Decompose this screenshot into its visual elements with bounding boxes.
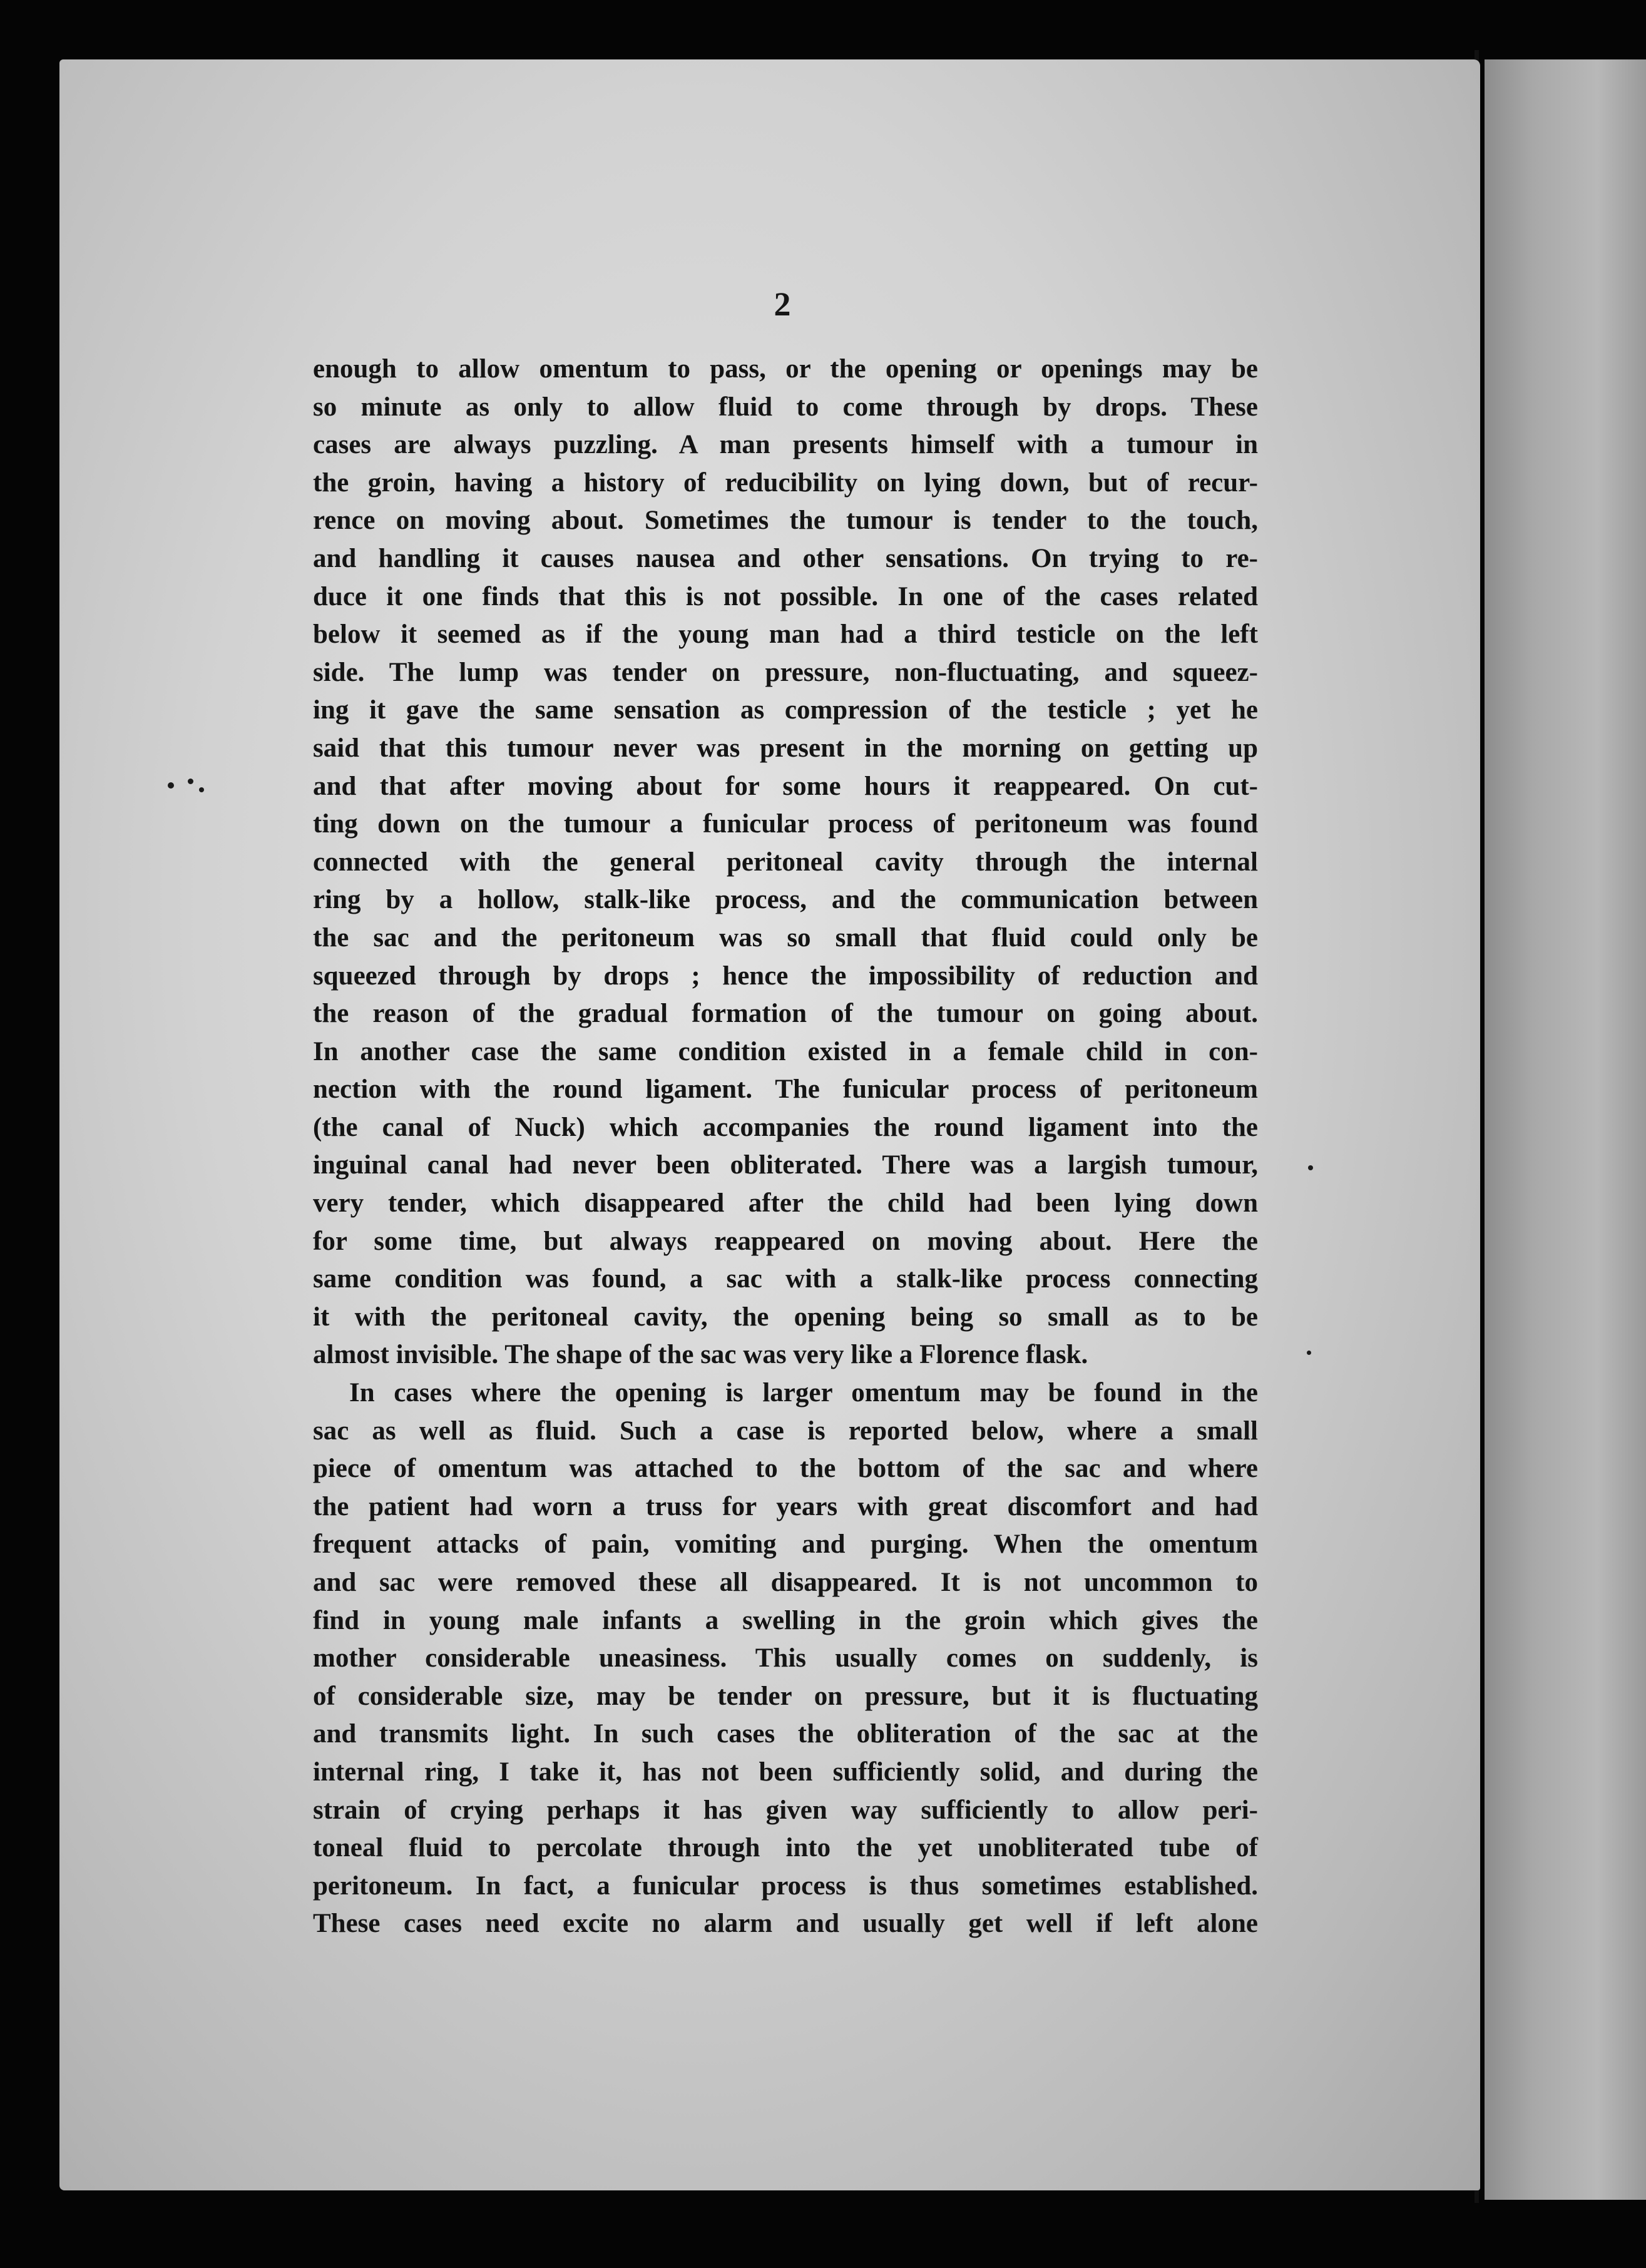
adjacent-page-edge <box>1485 59 1646 2200</box>
text-line: duce it one finds that this is not possible. In one of the cases related <box>313 581 1258 611</box>
text-line: the patient had worn a truss for years with great discomfort and had <box>313 1491 1258 1521</box>
text-line: ing it gave the same sensation as compression of the testicle ; yet he <box>313 695 1258 725</box>
text-line: side. The lump was tender on pressure, non-fluctuating, and squeez- <box>313 657 1258 687</box>
scan-speck <box>1307 1351 1311 1355</box>
text-line: rence on moving about. Sometimes the tumour is tender to the touch, <box>313 506 1258 536</box>
scan-speck <box>168 782 174 789</box>
text-line: frequent attacks of pain, vomiting and purging. When the omentum <box>313 1530 1258 1560</box>
text-line: and that after moving about for some hours it reappeared. On cut- <box>313 771 1258 801</box>
text-line: internal ring, I take it, has not been sufficiently solid, and during the <box>313 1757 1258 1787</box>
text-line: sac as well as fluid. Such a case is reported below, where a small <box>313 1416 1258 1446</box>
text-line: ring by a hollow, stalk-like process, and the communication between <box>313 885 1258 915</box>
text-line: and handling it causes nausea and other sensations. On trying to re- <box>313 543 1258 573</box>
text-line: cases are always puzzling. A man presents himself with a tumour in <box>313 430 1258 460</box>
scan-speck <box>188 779 193 784</box>
text-line: same condition was found, a sac with a stalk-like process connecting <box>313 1264 1258 1294</box>
text-line: of considerable size, may be tender on pressure, but it is fluctuating <box>313 1681 1258 1711</box>
text-line: the reason of the gradual formation of the tumour on going about. <box>313 999 1258 1029</box>
text-line: the groin, having a history of reducibility on lying down, but of recur- <box>313 467 1258 498</box>
text-line: In cases where the opening is larger omentum may be found in the <box>349 1378 1258 1408</box>
page-number: 2 <box>774 285 791 323</box>
text-line: piece of omentum was attached to the bottom of the sac and where <box>313 1454 1258 1484</box>
text-line: In another case the same condition existed in a female child in con- <box>313 1036 1258 1066</box>
text-line: peritoneum. In fact, a funicular process is thus sometimes established. <box>313 1871 1258 1901</box>
text-line: nection with the round ligament. The funicular process of peritoneum <box>313 1075 1258 1105</box>
text-line: said that this tumour never was present in the morning on getting up <box>313 733 1258 763</box>
text-line: squeezed through by drops ; hence the impossibility of reduction and <box>313 961 1258 991</box>
text-line: connected with the general peritoneal cavity through the internal <box>313 847 1258 877</box>
text-line: it with the peritoneal cavity, the opening being so small as to be <box>313 1302 1258 1332</box>
text-line: strain of crying perhaps it has given way sufficiently to allow peri- <box>313 1795 1258 1825</box>
text-line: (the canal of Nuck) which accompanies the round ligament into the <box>313 1112 1258 1142</box>
text-line: and transmits light. In such cases the obliteration of the sac at the <box>313 1719 1258 1749</box>
scan-speck <box>1308 1165 1313 1170</box>
text-line: for some time, but always reappeared on moving about. Here the <box>313 1226 1258 1256</box>
text-line: and sac were removed these all disappeared. It is not uncommon to <box>313 1568 1258 1597</box>
text-line: These cases need excite no alarm and usually get well if left alone <box>313 1909 1258 1939</box>
text-line: toneal fluid to percolate through into the yet unobliterated tube of <box>313 1833 1258 1863</box>
text-line: very tender, which disappeared after the child had been lying down <box>313 1188 1258 1218</box>
text-line: ting down on the tumour a funicular process of peritoneum was found <box>313 809 1258 839</box>
text-line: enough to allow omentum to pass, or the opening or openings may be <box>313 354 1258 384</box>
text-line: almost invisible. The shape of the sac was very like a Florence flask. <box>313 1340 1088 1370</box>
text-line: inguinal canal had never been obliterated. There was a largish tumour, <box>313 1150 1258 1180</box>
text-line: the sac and the peritoneum was so small that fluid could only be <box>313 922 1258 953</box>
text-line: mother considerable uneasiness. This usually comes on suddenly, is <box>313 1643 1258 1673</box>
scan-speck <box>199 787 204 792</box>
text-line: find in young male infants a swelling in the groin which gives the <box>313 1605 1258 1635</box>
text-line: so minute as only to allow fluid to come through by drops. These <box>313 392 1258 422</box>
text-line: below it seemed as if the young man had a third testicle on the left <box>313 620 1258 650</box>
body-text <box>313 350 1258 1943</box>
